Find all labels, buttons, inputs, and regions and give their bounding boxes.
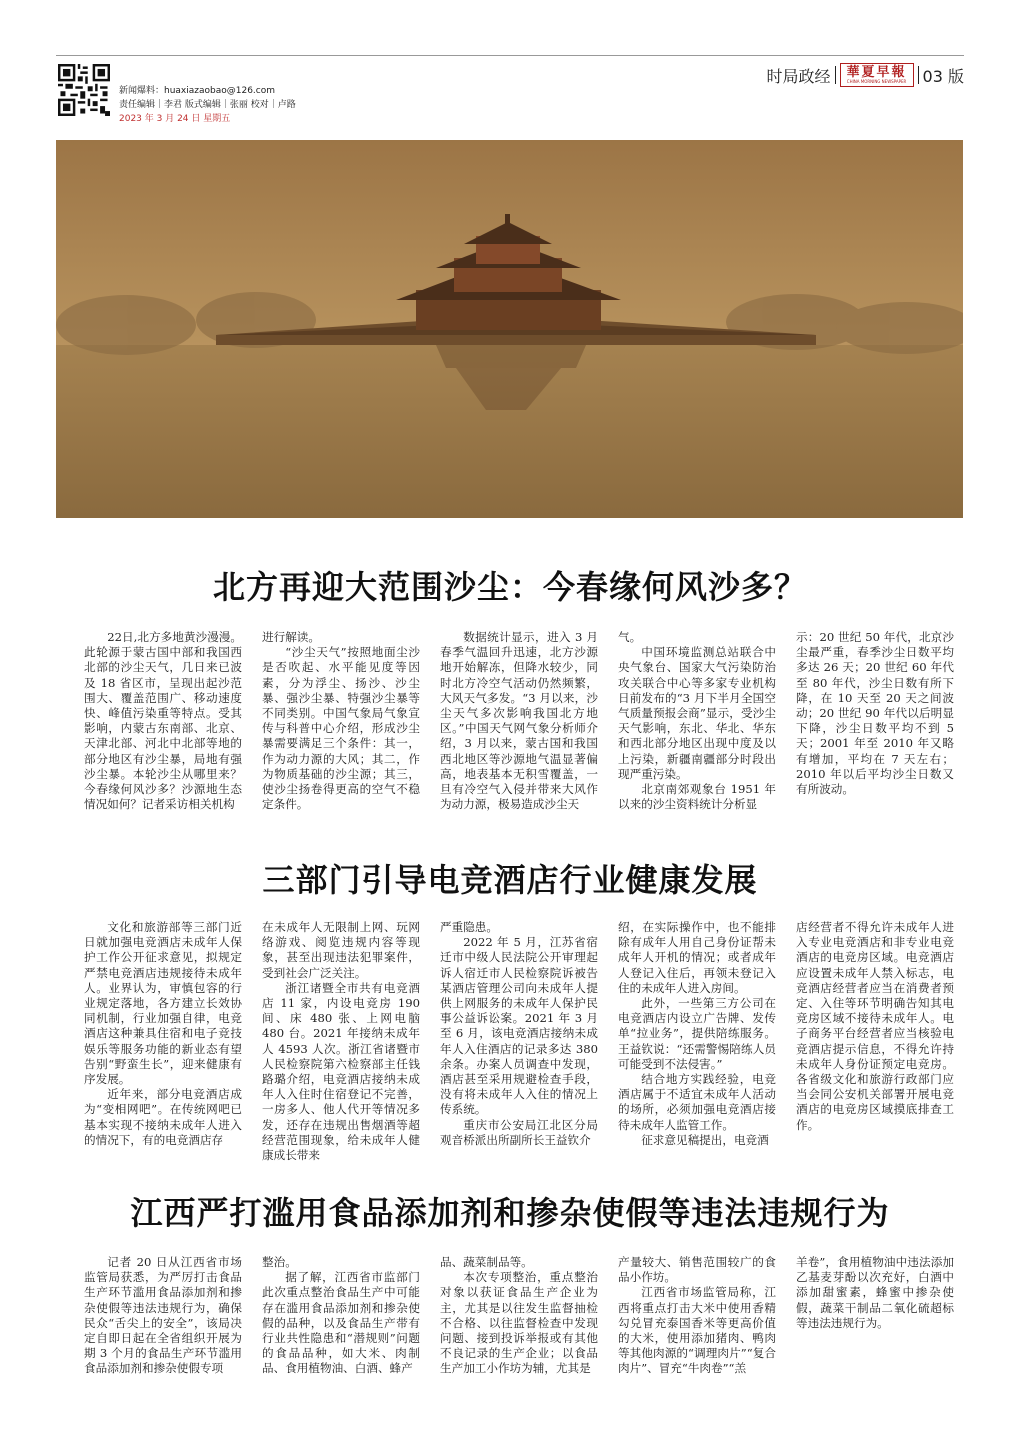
issue-date: 2023 年 3 月 24 日 星期五	[119, 114, 231, 124]
article-column	[440, 630, 598, 830]
sandstorm-photo	[56, 140, 963, 518]
paragraph: 产量较大、销售范围较广的食品小作坊。	[618, 1255, 776, 1285]
article-column	[796, 920, 954, 1160]
paragraph: 浙江诸暨全市共有电竞酒店 11 家，内设电竞房 190 间、床 480 张、上网电脑 480 台。2021 年接纳未成年人 4593 人次。浙江省诸暨市人民检察院第六检察部主任钱路璐介绍，电竞酒店接纳未成年人入住时住宿登记不完善，一房多人、他人代开等情况多发，还存在违规出售烟酒等超经营范围现象，给未成年人健康成长带来	[262, 980, 420, 1163]
paragraph: 22日,北方多地黄沙漫漫。此轮源于蒙古国中部和我国西北部的沙尘天气，几日来已波及 18 省区市，呈现出起沙范围大、覆盖范围广、移动速度快、峰值污染重等特点。受其影响，内蒙古东南部、北京、天津北部、河北中北部等地的部分地区有沙尘暴，局地有强沙尘暴。本轮沙尘从哪里来？今春缘何风沙多？沙源地生态情况如何？记者采访相关机构	[84, 630, 242, 812]
divider	[918, 66, 919, 84]
article-column	[618, 1255, 776, 1405]
paragraph: “沙尘天气”按照地面尘沙是否吹起、水平能见度等因素，分为浮尘、扬沙、沙尘暴、强沙尘暴、特强沙尘暴等不同类别。中国气象局气象宣传与科普中心介绍，形成沙尘暴需要满足三个条件：其一，作为动力源的大风；其二，作为物质基础的沙尘源；其三，使沙尘扬卷得更高的空气不稳定条件。	[262, 645, 420, 812]
paragraph: 品、蔬菜制品等。	[440, 1255, 533, 1269]
paragraph: 整治。	[262, 1255, 297, 1269]
paragraph: 文化和旅游部等三部门近日就加强电竞酒店未成年人保护工作公开征求意见，拟规定严禁电竞酒店违规接待未成年人。业界认为，审慎包容的行业规定落地，各方建立长效协同机制，行业加强自律，电竞酒店这种兼具住宿和电子竞技娱乐等服务功能的新业态有望告别“野蛮生长”，迎来健康有序发展。	[84, 920, 242, 1087]
paragraph: 本次专项整治，重点整治对象以获证食品生产企业为主，尤其是以往发生监督抽检不合格、以往监督检查中发现问题、接到投诉举报或有其他不良记录的生产企业；以食品生产加工小作坊为辅，尤其是	[440, 1270, 598, 1376]
paragraph: 中国环境监测总站联合中央气象台、国家大气污染防治攻关联合中心等多家专业机构日前发布的“3 月下半月全国空气质量预报会商”显示，受沙尘天气影响，东北、华北、华东和西北部分地区出现中度及以上污染，新疆南疆部分时段出现严重污染。	[618, 645, 776, 781]
article-column	[618, 920, 776, 1160]
paragraph: 重庆市公安局江北区分局观音桥派出所副所长王益钦介	[440, 1117, 598, 1147]
article-food-body	[84, 1255, 964, 1405]
newspaper-logo	[840, 63, 914, 87]
logo-subtext: CHINA MORNING NEWSPAPER	[846, 79, 907, 84]
editors-line: 责任编辑｜李君 版式编辑｜张丽 校对｜卢路	[119, 100, 296, 110]
paragraph: 据了解，江西省市监部门此次重点整治食品生产中可能存在滥用食品添加剂和掺杂使假的品种，以及食品生产带有行业共性隐患和“潜规则”问题的食品品种，如大米、肉制品、食用植物油、白酒、蜂产	[262, 1270, 420, 1376]
section-header	[767, 64, 964, 86]
article-column	[84, 630, 242, 830]
logo-text: 華夏早報	[846, 65, 907, 80]
article-column	[440, 1255, 598, 1405]
paragraph: 严重隐患。	[440, 920, 498, 934]
paragraph: 示：20 世纪 50 年代，北京沙尘最严重，春季沙尘日数平均多达 26 天；20 世纪 60 年代至 80 年代，沙尘日数有所下降，在 10 天至 20 天之间波动；20 世纪 90 年代以后明显下降，沙尘日数平均不到 5 天；2001 年至 2010 年又略有增加，平均在 7 天左右；2010 年以后平均沙尘日数又有所波动。	[796, 630, 954, 797]
article-esports-body	[84, 920, 964, 1163]
qr-code-icon	[58, 64, 110, 116]
paragraph: 店经营者不得允许未成年人进入专业电竞酒店和非专业电竞酒店的电竞房区域。电竞酒店应设置未成年人禁入标志，电竞酒店经营者应当在消费者预定、入住等环节明确告知其电竞房区域不接待未成年人。电子商务平台经营者应当核验电竞酒店提示信息，不得允许持未成年人身份证预定电竞房。各省级文化和旅游行政部门应当会同公安机关部署开展电竞酒店的电竞房区域摸底排查工作。	[796, 920, 954, 1132]
article-column	[262, 920, 420, 1163]
paragraph: 近年来，部分电竞酒店成为“变相网吧”。在传统网吧已基本实现不接纳未成年人进入的情况下，有的电竞酒店存	[84, 1087, 242, 1147]
section-name: 时局政经	[766, 66, 831, 86]
headline-food-additives: 江西严打滥用食品添加剂和掺杂使假等违法违规行为	[130, 1194, 890, 1232]
tip-line: 新闻爆料：huaxiazaobao@126.com	[119, 86, 276, 96]
article-column	[796, 1255, 954, 1405]
paragraph: 气。	[618, 630, 642, 644]
headline-esports-hotel: 三部门引导电竞酒店行业健康发展	[262, 861, 758, 899]
paragraph: 北京南郊观象台 1951 年以来的沙尘资料统计分析显	[618, 782, 776, 812]
paragraph: 2022 年 5 月，江苏省宿迁市中级人民法院公开审理起诉人宿迁市人民检察院诉被告某酒店管理公司向未成年人提供上网服务的未成年人保护民事公益诉讼案。2021 年 3 月至 6 月，该电竞酒店接纳未成年人入住酒店的记录多达 380 余条。办案人员调查中发现，酒店甚至采用规避检查手段，没有将未成年人入住的情况上传系统。	[440, 935, 598, 1117]
article-column	[618, 630, 776, 830]
article-column	[796, 630, 954, 830]
divider	[835, 66, 836, 84]
paragraph: 进行解读。	[262, 630, 320, 644]
paragraph: 征求意见稿提出，电竞酒	[641, 1132, 769, 1147]
article-column	[440, 920, 598, 1160]
article-column	[262, 1255, 420, 1405]
header-meta	[119, 84, 296, 126]
paragraph: 此外，一些第三方公司在电竞酒店内设立广告牌、发传单“拉业务”，提供陪练服务。王益钦说：“还需警惕陪练人员可能受到不法侵害。”	[618, 996, 776, 1071]
top-rule	[56, 55, 964, 56]
paragraph: 江西省市场监管局称，江西将重点打击大米中使用香精勾兑冒充泰国香米等更高价值的大米，使用添加猪肉、鸭肉等其他肉源的“调理肉片”“复合肉片”、冒充“牛肉卷”“羔	[618, 1285, 776, 1376]
page-number: 03 版	[922, 66, 964, 86]
paragraph: 结合地方实践经验，电竞酒店属于不适宜未成年人活动的场所，必须加强电竞酒店接待未成年人监管工作。	[618, 1072, 776, 1132]
paragraph: 羊卷”，食用植物油中违法添加乙基麦芽酚以次充好，白酒中添加甜蜜素，蜂蜜中掺杂使假，蔬菜干制品二氧化硫超标等违法违规行为。	[796, 1255, 954, 1330]
paragraph: 数据统计显示，进入 3 月春季气温回升迅速，北方沙源地开始解冻，但降水较少，同时北方冷空气活动仍然频繁，大风天气多发。“3 月以来，沙尘天气多次影响我国北方地区。”中国天气网气象分析师介绍，3 月以来，蒙古国和我国西北地区等沙源地气温显著偏高，地表基本无积雪覆盖，一旦有冷空气入侵并带来大风作为动力源，极易造成沙尘天	[440, 630, 598, 812]
headline-sandstorm: 北方再迎大范围沙尘：今春缘何风沙多？	[212, 568, 807, 606]
article-column	[84, 920, 242, 1160]
article-column	[84, 1255, 242, 1405]
paragraph: 在未成年人无限制上网、玩网络游戏、阅览违规内容等现象，甚至出现违法犯罪案件，受到社会广泛关注。	[262, 920, 420, 980]
paragraph: 记者 20 日从江西省市场监管局获悉，为严厉打击食品生产环节滥用食品添加剂和掺杂使假等违法违规行为，确保民众“舌尖上的安全”，该局决定自即日起在全省组织开展为期 3 个月的食品生产环节滥用食品添加剂和掺杂使假专项	[84, 1255, 242, 1376]
paragraph: 绍，在实际操作中，也不能排除有成年人用自己身份证帮未成年人开机的情况；或者成年人登记入住后，再领未登记入住的未成年人进入房间。	[618, 920, 776, 995]
article-sandstorm-body	[84, 630, 964, 830]
article-column	[262, 630, 420, 830]
